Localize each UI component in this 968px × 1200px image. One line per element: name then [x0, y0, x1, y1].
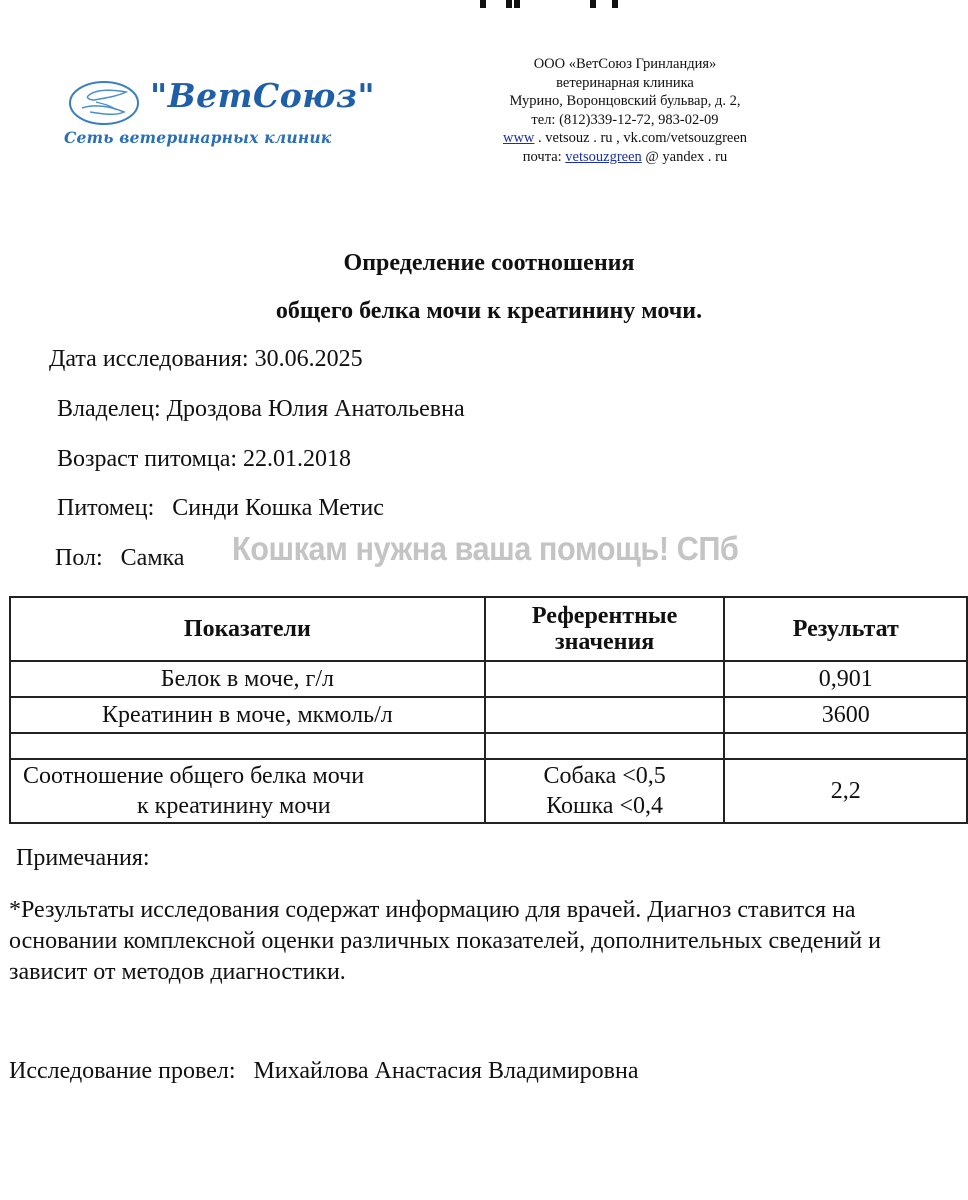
indicator-cell [10, 733, 485, 759]
hands-emblem-icon [66, 78, 144, 128]
reference-cell [485, 661, 725, 697]
clinic-address: Мурино, Воронцовский бульвар, д. 2, [509, 93, 741, 109]
result-cell: 2,2 [724, 759, 967, 823]
website-rest: . vetsouz . ru , vk.com/vetsouzgreen [534, 130, 748, 146]
results-table [9, 596, 968, 824]
indicator-cell: Белок в моче, г/л [10, 661, 485, 697]
logo-name: "ВетСоюз" [150, 76, 376, 115]
result-cell: 3600 [724, 697, 967, 733]
table-row [10, 661, 967, 697]
reference-cell [485, 759, 725, 823]
document-title-line2: общего белка мочи к креатинину мочи. [275, 298, 703, 324]
notes-text: *Результаты исследования содержат информацию для врачей. Диагноз ставится на основании комплексной оценки различных показателей, дополнительных сведений и зависит от методов диагностики. [9, 897, 881, 985]
clinic-org: ООО «ВетСоюз Гринландия» [533, 56, 717, 72]
ratio-label-line2: к креатинину мочи [137, 793, 331, 819]
indicator-cell: Креатинин в моче, мкмоль/л [10, 697, 485, 733]
reference-cell [485, 697, 725, 733]
table-row-ratio [10, 759, 967, 823]
ratio-label-line1: Соотношение общего белка мочи [23, 763, 365, 789]
vetsoyuz-logo [64, 74, 374, 154]
logo-tagline: Сеть ветеринарных клиник [64, 128, 332, 147]
clinic-web [460, 129, 790, 148]
reference-cat: Кошка <0,4 [546, 793, 663, 819]
result-cell [724, 733, 967, 759]
table-row [10, 697, 967, 733]
clinic-contact-block [460, 55, 790, 166]
pet-info: Питомец: Синди Кошка Метис [57, 495, 384, 521]
clinic-phone: тел: (812)339-12-72, 983-02-09 [531, 111, 719, 128]
email-rest: @ yandex . ru [641, 148, 728, 165]
header-indicators: Показатели [10, 597, 485, 661]
reference-dog: Собака <0,5 [543, 763, 666, 789]
cut-off-heading-fragment [470, 0, 650, 10]
clinic-email [460, 148, 790, 167]
result-cell: 0,901 [724, 661, 967, 697]
signed-by: Исследование провел: Михайлова Анастасия Владимировна [9, 1058, 639, 1084]
indicator-cell [10, 759, 485, 823]
header-result: Результат [724, 597, 967, 661]
header-reference: Референтные значения [485, 597, 725, 661]
email-label: почта: [522, 148, 566, 165]
owner-name: Владелец: Дроздова Юлия Анатольевна [57, 396, 465, 422]
clinic-type: ветеринарная клиника [556, 74, 694, 91]
reference-cell [485, 733, 725, 759]
document-title-line1: Определение соотношения [343, 250, 635, 276]
notes-label: Примечания: [16, 845, 150, 871]
table-header-row [10, 597, 967, 661]
pet-age: Возраст питомца: 22.01.2018 [57, 446, 352, 472]
website-link[interactable]: www [502, 130, 535, 146]
table-row-empty [10, 733, 967, 759]
pet-sex: Пол: Самка [55, 545, 185, 571]
email-link[interactable]: vetsouzgreen [565, 148, 642, 165]
watermark-text: Кошкам нужна ваша помощь! СПб [232, 530, 739, 567]
study-date: Дата исследования: 30.06.2025 [49, 346, 363, 372]
